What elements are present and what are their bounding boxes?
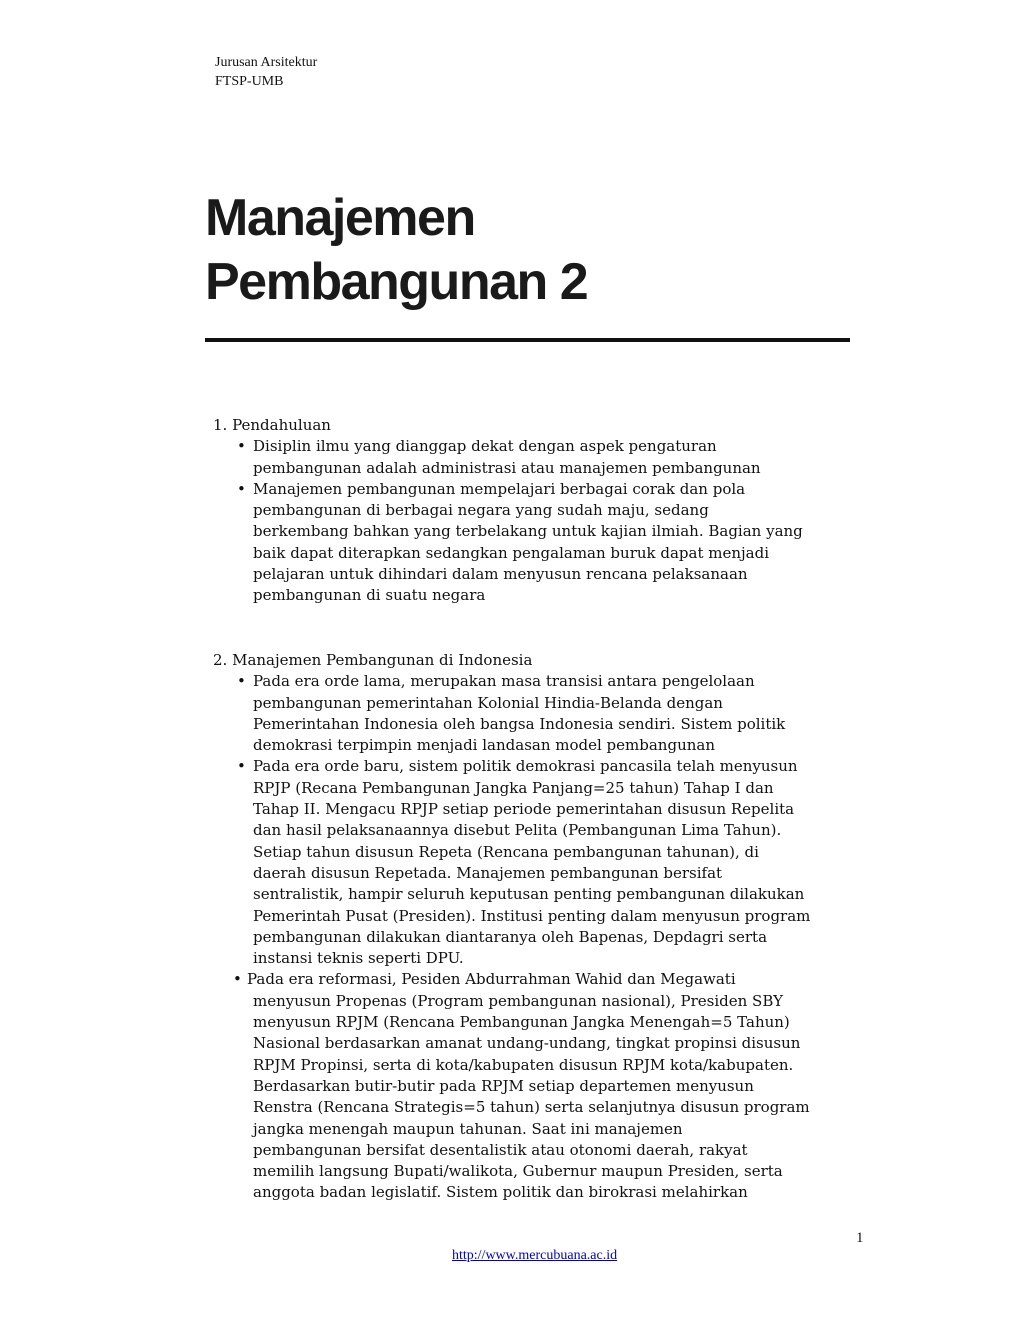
text-line: pembangunan dilakukan diantaranya oleh Bapenas, Depdagri serta	[253, 927, 768, 946]
bullet-icon: •	[237, 437, 246, 456]
list-item	[213, 671, 853, 756]
title-line-2: Pembangunan 2	[205, 253, 588, 311]
document-header	[215, 53, 317, 91]
section-heading: 1. Pendahuluan	[213, 416, 331, 434]
text-line: Manajemen pembangunan mempelajari berbagai corak dan pola	[253, 479, 746, 498]
text-line: RPJM Propinsi, serta di kota/kabupaten disusun RPJM kota/kabupaten.	[253, 1055, 794, 1074]
text-line: baik dapat diterapkan sedangkan pengalaman buruk dapat menjadi	[253, 543, 770, 562]
section-heading: 2. Manajemen Pembangunan di Indonesia	[213, 651, 533, 669]
text-line: pembangunan bersifat desentalistik atau otonomi daerah, rakyat	[253, 1140, 748, 1159]
text-line: pembangunan pemerintahan Kolonial Hindia-Belanda dengan	[253, 693, 723, 712]
list-item	[213, 969, 853, 1203]
footer-link[interactable]: http://www.mercubuana.ac.id	[452, 1248, 618, 1263]
list-item	[213, 436, 853, 479]
text-line: demokrasi terpimpin menjadi landasan model pembangunan	[253, 736, 715, 755]
text-line: pelajaran untuk dihindari dalam menyusun rencana pelaksanaan	[253, 565, 748, 584]
text-line: Pada era orde lama, merupakan masa transisi antara pengelolaan	[253, 672, 755, 691]
document-title	[205, 186, 845, 314]
text-line: menyusun RPJM (Rencana Pembangunan Jangka Menengah=5 Tahun)	[253, 1013, 790, 1032]
text-line: memilih langsung Bupati/walikota, Gubernur maupun Presiden, serta	[253, 1162, 783, 1181]
text-line: pembangunan adalah administrasi atau manajemen pembangunan	[253, 458, 761, 477]
text-line: Tahap II. Mengacu RPJP setiap periode pemerintahan disusun Repelita	[253, 800, 795, 819]
text-line: instansi teknis seperti DPU.	[253, 949, 464, 968]
text-line: daerah disusun Repetada. Manajemen pembangunan bersifat	[253, 863, 723, 882]
text-line: Pemerintahan Indonesia oleh bangsa Indonesia sendiri. Sistem politik	[253, 714, 786, 733]
text-line: Pada era orde baru, sistem politik demokrasi pancasila telah menyusun	[253, 757, 798, 776]
list-item	[213, 756, 853, 969]
text-line: anggota badan legislatif. Sistem politik dan birokrasi melahirkan	[253, 1183, 748, 1202]
text-line: Berdasarkan butir-butir pada RPJM setiap departemen menyusun	[253, 1076, 754, 1095]
text-line: jangka menengah maupun tahunan. Saat ini manajemen	[253, 1119, 683, 1138]
text-line: pembangunan di berbagai negara yang sudah maju, sedang	[253, 501, 709, 520]
list-item	[213, 479, 853, 607]
text-line: Setiap tahun disusun Repeta (Rencana pembangunan tahunan), di	[253, 842, 759, 861]
page-number: 1	[856, 1230, 864, 1246]
text-line: Renstra (Rencana Strategis=5 tahun) serta selanjutnya disusun program	[253, 1098, 810, 1117]
text-line: sentralistik, hampir seluruh keputusan penting pembangunan dilakukan	[253, 885, 805, 904]
text-line: berkembang bahkan yang terbelakang untuk kajian ilmiah. Bagian yang	[253, 522, 803, 541]
bullet-icon: •	[237, 757, 246, 776]
bullet-icon: •	[237, 672, 246, 691]
text-line: Pada era reformasi, Pesiden Abdurrahman Wahid dan Megawati	[247, 970, 736, 989]
header-faculty: FTSP-UMB	[215, 74, 284, 89]
title-line-1: Manajemen	[205, 189, 475, 247]
header-department: Jurusan Arsitektur	[215, 55, 318, 70]
text-line: pembangunan di suatu negara	[253, 586, 486, 605]
bullet-icon: •	[233, 970, 242, 989]
text-line: Pemerintah Pusat (Presiden). Institusi penting dalam menyusun program	[253, 906, 811, 925]
text-line: Nasional berdasarkan amanat undang-undang, tingkat propinsi disusun	[253, 1034, 801, 1053]
text-line: dan hasil pelaksanaannya disebut Pelita (Pembangunan Lima Tahun).	[253, 821, 782, 840]
text-line: Disiplin ilmu yang dianggap dekat dengan aspek pengaturan	[253, 437, 717, 456]
bullet-icon: •	[237, 479, 246, 498]
section-pendahuluan	[213, 415, 853, 607]
section-manajemen-indonesia	[213, 650, 853, 1204]
text-line: RPJP (Recana Pembangunan Jangka Panjang=25 tahun) Tahap I dan	[253, 778, 774, 797]
title-divider	[205, 338, 850, 342]
text-line: menyusun Propenas (Program pembangunan nasional), Presiden SBY	[253, 991, 783, 1010]
